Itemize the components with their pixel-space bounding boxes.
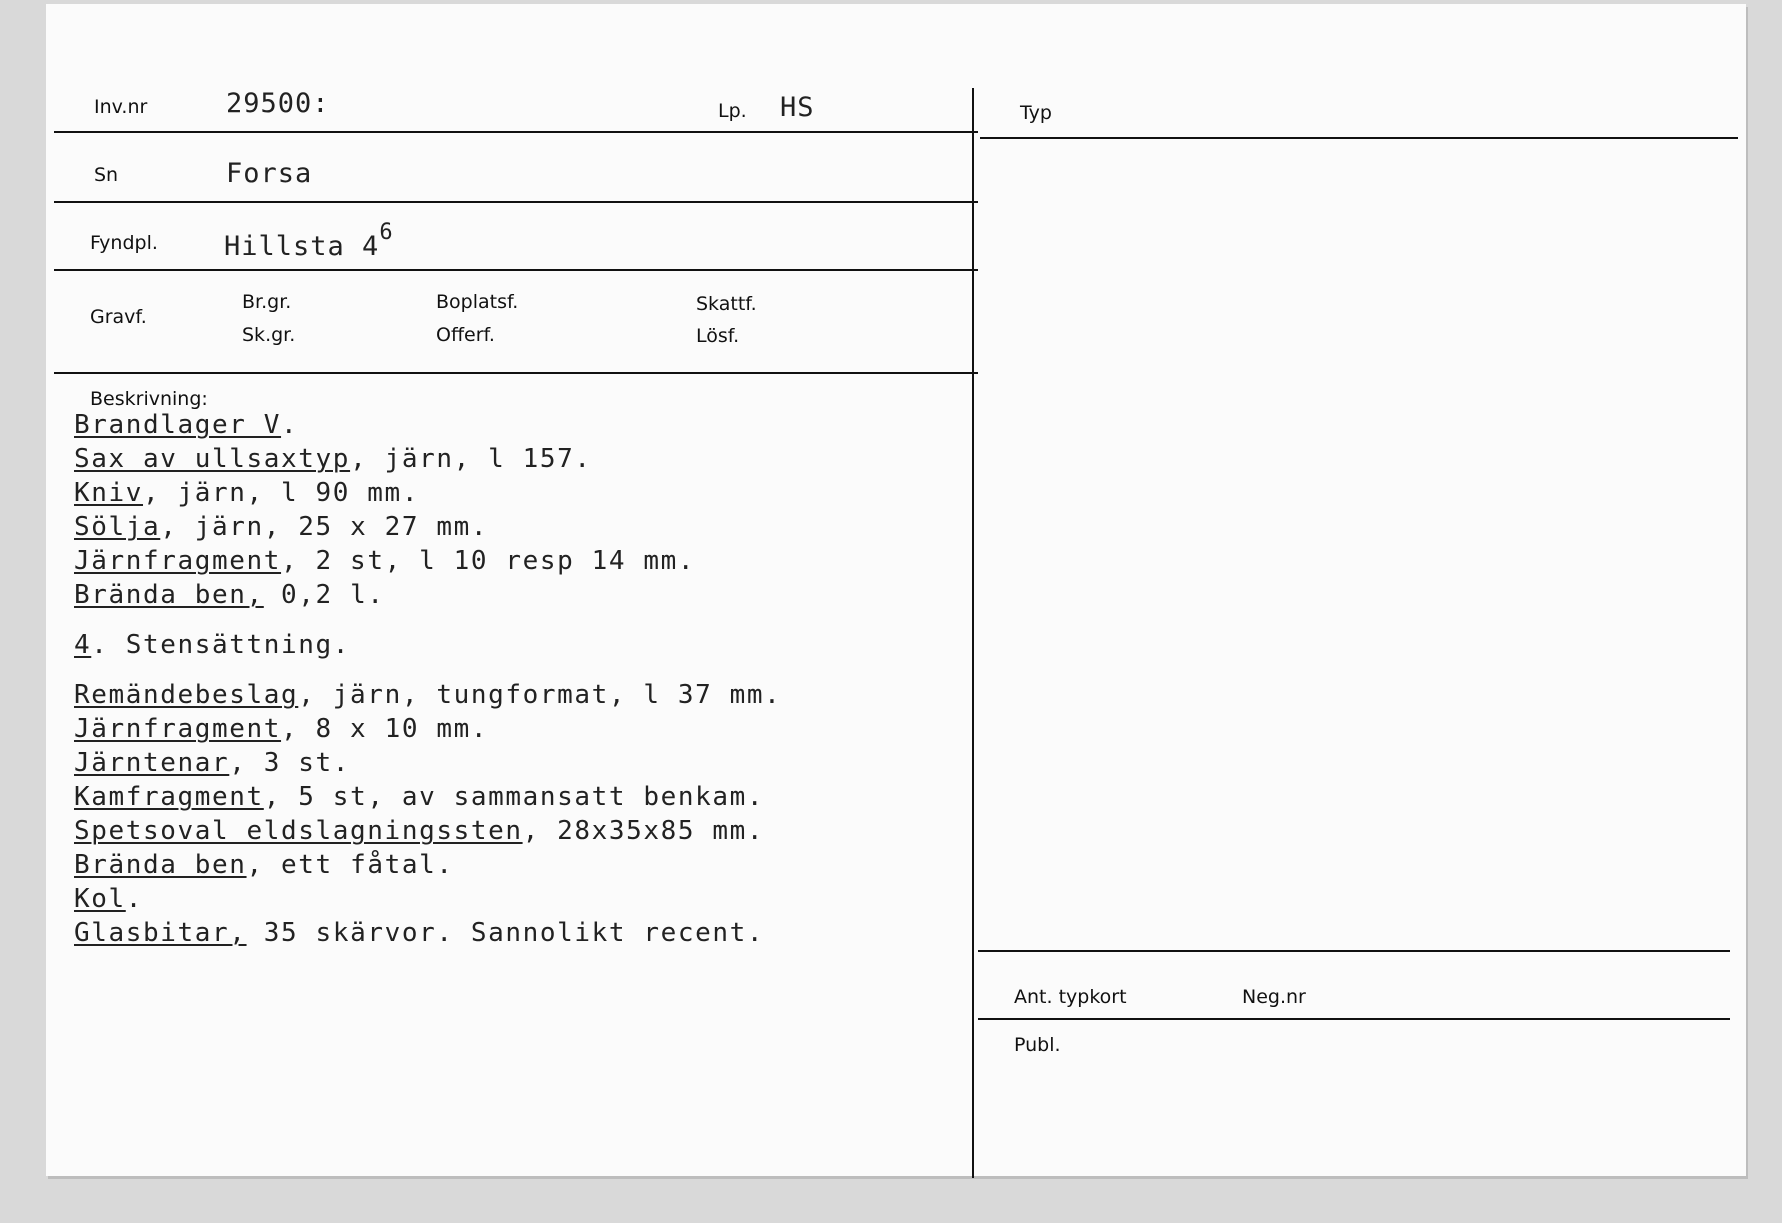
- description-line: [74, 476, 781, 510]
- divider-sn: [54, 201, 978, 203]
- brgr-label: Br.gr.: [242, 291, 292, 313]
- lp-label: Lp.: [718, 100, 747, 122]
- description-item-name: Sax av ullsaxtyp: [74, 444, 351, 474]
- description-item-detail: . Stensättning.: [91, 630, 351, 660]
- ant-typkort-label: Ant. typkort: [1014, 986, 1127, 1008]
- sn-label: Sn: [94, 164, 119, 186]
- description-line: [74, 780, 781, 814]
- description-item-name: Järnfragment: [74, 714, 282, 744]
- description-item-name: Glasbitar,: [74, 918, 247, 948]
- description-line: [74, 814, 781, 848]
- index-card: [46, 4, 1746, 1176]
- description-line: [74, 678, 781, 712]
- description-item-detail: , 5 st, av sammansatt benkam.: [263, 782, 765, 812]
- description-item-detail: .: [125, 884, 144, 914]
- description-item-name: 4: [74, 630, 92, 660]
- description-item-name: Spetsoval eldslagningssten: [74, 816, 523, 846]
- divider-gravf: [54, 372, 978, 374]
- description-line: [74, 544, 781, 578]
- description-line: [74, 578, 781, 612]
- description-item-detail: , järn, l 90 mm.: [143, 478, 420, 508]
- divider-publ: [978, 1018, 1730, 1020]
- skgr-label: Sk.gr.: [242, 324, 296, 346]
- divider-ant: [978, 950, 1730, 952]
- description-item-name: Kol: [74, 884, 126, 914]
- description-item-name: Järntenar: [74, 748, 230, 778]
- divider-typ: [980, 137, 1738, 139]
- description-item-detail: , 28x35x85 mm.: [522, 816, 765, 846]
- offerf-label: Offerf.: [436, 324, 495, 346]
- description-line: [74, 628, 781, 662]
- losf-label: Lösf.: [696, 325, 740, 347]
- publ-label: Publ.: [1014, 1034, 1061, 1056]
- gravf-label: Gravf.: [90, 306, 147, 328]
- fyndpl-value: [224, 220, 394, 262]
- description-line: [74, 848, 781, 882]
- description-item-name: Kamfragment: [74, 782, 264, 812]
- description-line: [74, 408, 781, 442]
- description-item-detail: 0,2 l.: [263, 580, 385, 610]
- fyndpl-label: Fyndpl.: [90, 232, 158, 254]
- description-item-name: Kniv: [74, 478, 144, 508]
- description-item-detail: , ett fåtal.: [246, 850, 454, 880]
- description-line: [74, 712, 781, 746]
- inv-value: 29500:: [226, 88, 330, 119]
- fyndpl-place: Hillsta 4: [224, 231, 380, 262]
- description-line: [74, 510, 781, 544]
- description-item-detail: , järn, tungformat, l 37 mm.: [298, 680, 782, 710]
- description-line: [74, 916, 781, 950]
- description-text: [74, 408, 781, 950]
- negnr-label: Neg.nr: [1242, 986, 1306, 1008]
- center-divider: [972, 88, 974, 1178]
- description-item-name: Brända ben: [74, 850, 247, 880]
- description-item-detail: , järn, 25 x 27 mm.: [160, 512, 489, 542]
- description-item-detail: , 2 st, l 10 resp 14 mm.: [281, 546, 696, 576]
- inv-label: Inv.nr: [94, 96, 148, 118]
- description-item-detail: , 3 st.: [229, 748, 351, 778]
- divider-inv: [54, 131, 978, 133]
- divider-fyndpl: [54, 269, 978, 271]
- description-item-name: Järnfragment: [74, 546, 282, 576]
- sn-value: Forsa: [226, 158, 313, 189]
- description-item-detail: , 8 x 10 mm.: [281, 714, 489, 744]
- fyndpl-superscript: 6: [379, 220, 394, 245]
- lp-value: HS: [780, 92, 815, 123]
- description-item-detail: 35 skärvor. Sannolikt recent.: [246, 918, 765, 948]
- description-item-detail: .: [281, 410, 299, 440]
- description-line: [74, 442, 781, 476]
- description-item-name: Brandlager V: [74, 410, 282, 440]
- description-line: [74, 882, 781, 916]
- boplatsf-label: Boplatsf.: [436, 291, 519, 313]
- typ-label: Typ: [1020, 102, 1052, 124]
- beskrivning-label: Beskrivning:: [90, 388, 208, 410]
- description-item-name: Sölja: [74, 512, 161, 542]
- skattf-label: Skattf.: [696, 293, 757, 315]
- description-line: [74, 746, 781, 780]
- description-item-name: Remändebeslag: [74, 680, 299, 710]
- description-item-detail: , järn, l 157.: [350, 444, 592, 474]
- description-item-name: Brända ben,: [74, 580, 264, 610]
